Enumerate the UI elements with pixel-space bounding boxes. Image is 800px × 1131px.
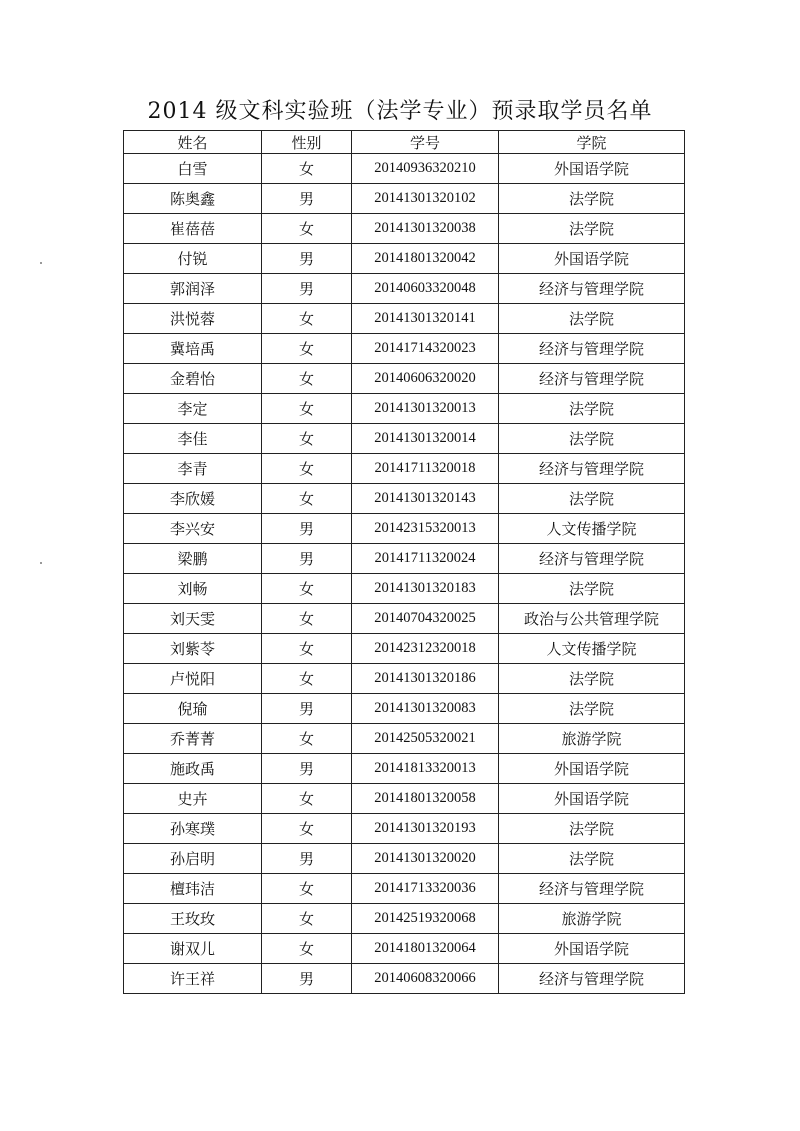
table-row [124, 724, 685, 754]
table-row [124, 604, 685, 634]
cell-gender: 女 [262, 664, 352, 694]
cell-gender: 女 [262, 784, 352, 814]
cell-gender: 男 [262, 184, 352, 214]
cell-college: 旅游学院 [499, 724, 685, 754]
table-row [124, 184, 685, 214]
cell-student-id: 20141711320018 [352, 454, 499, 484]
cell-student-id: 20141301320013 [352, 394, 499, 424]
cell-college: 旅游学院 [499, 904, 685, 934]
cell-name: 刘紫苓 [124, 634, 262, 664]
table-row [124, 544, 685, 574]
cell-name: 谢双儿 [124, 934, 262, 964]
cell-gender: 女 [262, 874, 352, 904]
cell-college: 法学院 [499, 814, 685, 844]
table-row [124, 364, 685, 394]
table-row [124, 244, 685, 274]
table-row [124, 874, 685, 904]
table-header-row [124, 131, 685, 154]
cell-college: 经济与管理学院 [499, 334, 685, 364]
cell-college: 法学院 [499, 184, 685, 214]
cell-college: 法学院 [499, 484, 685, 514]
roster-body [124, 154, 685, 994]
cell-name: 陈奥鑫 [124, 184, 262, 214]
table-row [124, 214, 685, 244]
cell-name: 李定 [124, 394, 262, 424]
table-row [124, 694, 685, 724]
cell-name: 梁鹏 [124, 544, 262, 574]
cell-name: 冀培禹 [124, 334, 262, 364]
cell-name: 刘畅 [124, 574, 262, 604]
table-row [124, 634, 685, 664]
table-row [124, 424, 685, 454]
cell-gender: 女 [262, 904, 352, 934]
cell-gender: 女 [262, 154, 352, 184]
cell-gender: 男 [262, 964, 352, 994]
cell-gender: 女 [262, 424, 352, 454]
table-row [124, 934, 685, 964]
cell-student-id: 20141301320038 [352, 214, 499, 244]
cell-student-id: 20141301320193 [352, 814, 499, 844]
page-title: 2014 级文科实验班（法学专业）预录取学员名单 [147, 99, 653, 124]
cell-gender: 女 [262, 394, 352, 424]
table-row [124, 334, 685, 364]
cell-student-id: 20142505320021 [352, 724, 499, 754]
cell-name: 王玫玫 [124, 904, 262, 934]
cell-gender: 男 [262, 754, 352, 784]
cell-name: 孙寒璞 [124, 814, 262, 844]
cell-gender: 女 [262, 934, 352, 964]
cell-college: 法学院 [499, 424, 685, 454]
cell-college: 人文传播学院 [499, 514, 685, 544]
cell-student-id: 20141813320013 [352, 754, 499, 784]
cell-gender: 女 [262, 814, 352, 844]
cell-gender: 男 [262, 694, 352, 724]
cell-student-id: 20140704320025 [352, 604, 499, 634]
table-row [124, 484, 685, 514]
cell-college: 经济与管理学院 [499, 274, 685, 304]
cell-college: 外国语学院 [499, 244, 685, 274]
cell-gender: 女 [262, 604, 352, 634]
cell-college: 法学院 [499, 304, 685, 334]
cell-student-id: 20141801320058 [352, 784, 499, 814]
table-row [124, 754, 685, 784]
cell-gender: 女 [262, 724, 352, 754]
cell-name: 施政禹 [124, 754, 262, 784]
table-row [124, 904, 685, 934]
cell-name: 孙启明 [124, 844, 262, 874]
cell-student-id: 20141714320023 [352, 334, 499, 364]
cell-college: 外国语学院 [499, 784, 685, 814]
cell-name: 崔蓓蓓 [124, 214, 262, 244]
cell-student-id: 20141301320020 [352, 844, 499, 874]
scan-speck [40, 262, 42, 264]
cell-student-id: 20141301320083 [352, 694, 499, 724]
cell-name: 李兴安 [124, 514, 262, 544]
cell-name: 洪悦蓉 [124, 304, 262, 334]
cell-name: 李佳 [124, 424, 262, 454]
column-header-college: 学院 [499, 131, 685, 154]
cell-student-id: 20141301320143 [352, 484, 499, 514]
cell-student-id: 20140603320048 [352, 274, 499, 304]
cell-student-id: 20142315320013 [352, 514, 499, 544]
table-row [124, 454, 685, 484]
cell-gender: 男 [262, 244, 352, 274]
table-row [124, 274, 685, 304]
table-row [124, 784, 685, 814]
cell-name: 李欣媛 [124, 484, 262, 514]
table-row [124, 964, 685, 994]
table-row [124, 664, 685, 694]
cell-gender: 女 [262, 214, 352, 244]
cell-gender: 男 [262, 544, 352, 574]
cell-student-id: 20141713320036 [352, 874, 499, 904]
cell-gender: 女 [262, 484, 352, 514]
cell-name: 倪瑜 [124, 694, 262, 724]
cell-college: 经济与管理学院 [499, 454, 685, 484]
scan-speck [40, 562, 42, 564]
cell-name: 郭润泽 [124, 274, 262, 304]
cell-name: 付锐 [124, 244, 262, 274]
cell-college: 法学院 [499, 664, 685, 694]
cell-gender: 男 [262, 274, 352, 304]
cell-gender: 女 [262, 574, 352, 604]
cell-name: 刘天雯 [124, 604, 262, 634]
cell-gender: 女 [262, 364, 352, 394]
cell-student-id: 20141301320186 [352, 664, 499, 694]
cell-college: 经济与管理学院 [499, 874, 685, 904]
cell-student-id: 20142519320068 [352, 904, 499, 934]
cell-college: 政治与公共管理学院 [499, 604, 685, 634]
cell-name: 金碧怡 [124, 364, 262, 394]
cell-college: 经济与管理学院 [499, 964, 685, 994]
cell-name: 卢悦阳 [124, 664, 262, 694]
column-header-name: 姓名 [124, 131, 262, 154]
cell-student-id: 20140608320066 [352, 964, 499, 994]
cell-gender: 女 [262, 304, 352, 334]
cell-student-id: 20141801320064 [352, 934, 499, 964]
table-row [124, 844, 685, 874]
cell-college: 法学院 [499, 574, 685, 604]
cell-student-id: 20141301320141 [352, 304, 499, 334]
table-row [124, 814, 685, 844]
cell-name: 史卉 [124, 784, 262, 814]
cell-name: 白雪 [124, 154, 262, 184]
table-row [124, 514, 685, 544]
cell-college: 法学院 [499, 214, 685, 244]
table-row [124, 304, 685, 334]
cell-student-id: 20142312320018 [352, 634, 499, 664]
cell-college: 经济与管理学院 [499, 544, 685, 574]
cell-name: 许王祥 [124, 964, 262, 994]
cell-college: 法学院 [499, 694, 685, 724]
cell-name: 檀玮洁 [124, 874, 262, 904]
table-row [124, 574, 685, 604]
cell-student-id: 20141301320014 [352, 424, 499, 454]
cell-name: 乔菁菁 [124, 724, 262, 754]
cell-college: 外国语学院 [499, 934, 685, 964]
cell-student-id: 20141801320042 [352, 244, 499, 274]
cell-college: 法学院 [499, 844, 685, 874]
cell-college: 外国语学院 [499, 754, 685, 784]
cell-college: 外国语学院 [499, 154, 685, 184]
cell-student-id: 20140606320020 [352, 364, 499, 394]
cell-college: 人文传播学院 [499, 634, 685, 664]
cell-college: 经济与管理学院 [499, 364, 685, 394]
cell-gender: 女 [262, 634, 352, 664]
cell-student-id: 20140936320210 [352, 154, 499, 184]
cell-gender: 女 [262, 334, 352, 364]
cell-gender: 女 [262, 454, 352, 484]
column-header-student-id: 学号 [352, 131, 499, 154]
roster-table [123, 130, 685, 994]
cell-gender: 男 [262, 514, 352, 544]
column-header-gender: 性别 [262, 131, 352, 154]
table-row [124, 394, 685, 424]
cell-student-id: 20141301320183 [352, 574, 499, 604]
cell-student-id: 20141301320102 [352, 184, 499, 214]
cell-college: 法学院 [499, 394, 685, 424]
cell-gender: 男 [262, 844, 352, 874]
cell-student-id: 20141711320024 [352, 544, 499, 574]
table-row [124, 154, 685, 184]
cell-name: 李青 [124, 454, 262, 484]
